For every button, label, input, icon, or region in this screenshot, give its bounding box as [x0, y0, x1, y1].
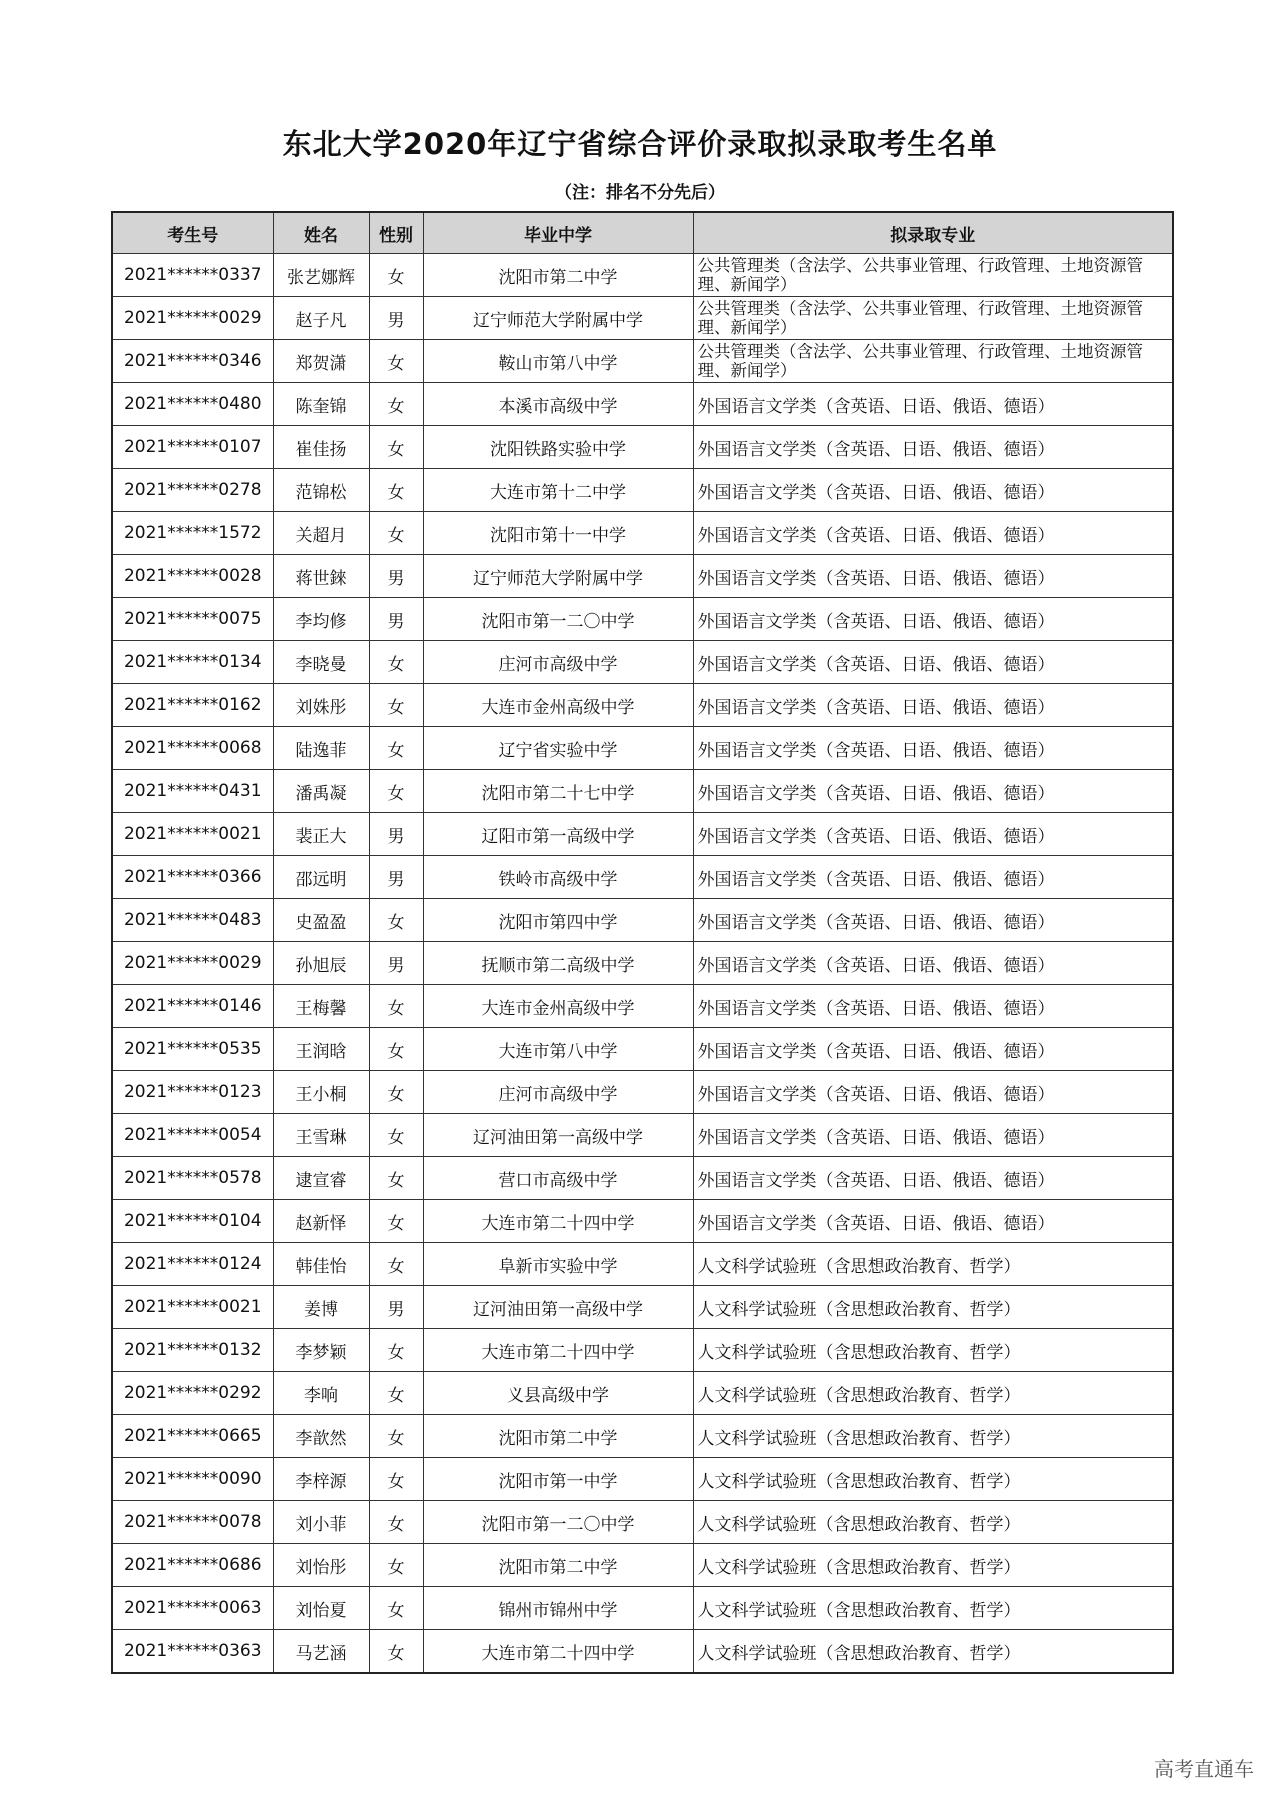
table-row	[112, 1458, 1173, 1501]
table-row	[112, 942, 1173, 985]
table-row	[112, 383, 1173, 426]
table-row	[112, 1630, 1173, 1674]
major-cell: 外国语言文学类（含英语、日语、俄语、德语）	[693, 727, 1173, 770]
school-cell: 大连市第二十四中学	[423, 1630, 693, 1674]
student-name-cell: 李响	[273, 1372, 369, 1415]
school-cell: 大连市金州高级中学	[423, 684, 693, 727]
exam-id-cell: 2021******0337	[112, 254, 273, 297]
student-name-cell: 韩佳怡	[273, 1243, 369, 1286]
school-cell: 义县高级中学	[423, 1372, 693, 1415]
school-cell: 本溪市高级中学	[423, 383, 693, 426]
table-row	[112, 1200, 1173, 1243]
major-cell: 外国语言文学类（含英语、日语、俄语、德语）	[693, 770, 1173, 813]
school-cell: 庄河市高级中学	[423, 1071, 693, 1114]
gender-cell: 女	[369, 1587, 423, 1630]
table-row	[112, 1286, 1173, 1329]
exam-id-cell: 2021******0021	[112, 1286, 273, 1329]
table-row	[112, 813, 1173, 856]
major-cell: 公共管理类（含法学、公共事业管理、行政管理、土地资源管理、新闻学）	[693, 254, 1173, 297]
gender-cell: 女	[369, 1071, 423, 1114]
gender-cell: 女	[369, 770, 423, 813]
major-cell: 外国语言文学类（含英语、日语、俄语、德语）	[693, 598, 1173, 641]
exam-id-cell: 2021******0078	[112, 1501, 273, 1544]
school-cell: 大连市金州高级中学	[423, 985, 693, 1028]
major-cell: 人文科学试验班（含思想政治教育、哲学）	[693, 1372, 1173, 1415]
major-cell: 人文科学试验班（含思想政治教育、哲学）	[693, 1544, 1173, 1587]
gender-cell: 女	[369, 426, 423, 469]
student-name-cell: 马艺涵	[273, 1630, 369, 1674]
exam-id-cell: 2021******0162	[112, 684, 273, 727]
student-name-cell: 陆逸菲	[273, 727, 369, 770]
student-name-cell: 李梦颖	[273, 1329, 369, 1372]
gender-cell: 女	[369, 684, 423, 727]
table-row	[112, 297, 1173, 340]
major-cell: 外国语言文学类（含英语、日语、俄语、德语）	[693, 512, 1173, 555]
school-cell: 沈阳市第十一中学	[423, 512, 693, 555]
school-cell: 辽河油田第一高级中学	[423, 1114, 693, 1157]
student-name-cell: 王小桐	[273, 1071, 369, 1114]
gender-cell: 女	[369, 512, 423, 555]
exam-id-cell: 2021******0021	[112, 813, 273, 856]
school-cell: 铁岭市高级中学	[423, 856, 693, 899]
major-cell: 人文科学试验班（含思想政治教育、哲学）	[693, 1286, 1173, 1329]
ranking-note: （注：排名不分先后）	[555, 183, 725, 203]
major-cell: 外国语言文学类（含英语、日语、俄语、德语）	[693, 469, 1173, 512]
school-cell: 大连市第八中学	[423, 1028, 693, 1071]
exam-id-cell: 2021******0134	[112, 641, 273, 684]
table-row	[112, 1157, 1173, 1200]
exam-id-cell: 2021******0578	[112, 1157, 273, 1200]
gender-cell: 男	[369, 1286, 423, 1329]
major-cell: 外国语言文学类（含英语、日语、俄语、德语）	[693, 899, 1173, 942]
gender-cell: 女	[369, 899, 423, 942]
major-cell: 外国语言文学类（含英语、日语、俄语、德语）	[693, 1028, 1173, 1071]
student-name-cell: 李均修	[273, 598, 369, 641]
major-cell: 外国语言文学类（含英语、日语、俄语、德语）	[693, 641, 1173, 684]
gender-cell: 女	[369, 1501, 423, 1544]
student-name-cell: 逮宣睿	[273, 1157, 369, 1200]
major-cell: 人文科学试验班（含思想政治教育、哲学）	[693, 1243, 1173, 1286]
exam-id-cell: 2021******0346	[112, 340, 273, 383]
student-name-cell: 赵子凡	[273, 297, 369, 340]
exam-id-cell: 2021******0535	[112, 1028, 273, 1071]
exam-id-cell: 2021******0054	[112, 1114, 273, 1157]
student-name-cell: 郑贺潇	[273, 340, 369, 383]
student-name-cell: 李梓源	[273, 1458, 369, 1501]
student-name-cell: 赵新怿	[273, 1200, 369, 1243]
student-name-cell: 张艺娜辉	[273, 254, 369, 297]
gender-cell: 男	[369, 598, 423, 641]
exam-id-cell: 2021******0068	[112, 727, 273, 770]
gender-cell: 女	[369, 1544, 423, 1587]
student-name-cell: 王雪琳	[273, 1114, 369, 1157]
exam-id-cell: 2021******0063	[112, 1587, 273, 1630]
exam-id-cell: 2021******0366	[112, 856, 273, 899]
student-name-cell: 陈奎锦	[273, 383, 369, 426]
table-row	[112, 727, 1173, 770]
table-row	[112, 641, 1173, 684]
exam-id-cell: 2021******0686	[112, 1544, 273, 1587]
major-cell: 人文科学试验班（含思想政治教育、哲学）	[693, 1587, 1173, 1630]
gender-cell: 女	[369, 1200, 423, 1243]
gender-cell: 女	[369, 469, 423, 512]
major-cell: 外国语言文学类（含英语、日语、俄语、德语）	[693, 985, 1173, 1028]
school-cell: 沈阳市第一二〇中学	[423, 598, 693, 641]
student-name-cell: 蒋世錸	[273, 555, 369, 598]
exam-id-cell: 2021******0124	[112, 1243, 273, 1286]
major-cell: 外国语言文学类（含英语、日语、俄语、德语）	[693, 942, 1173, 985]
exam-id-cell: 2021******0665	[112, 1415, 273, 1458]
major-cell: 外国语言文学类（含英语、日语、俄语、德语）	[693, 856, 1173, 899]
exam-id-cell: 2021******0123	[112, 1071, 273, 1114]
school-cell: 沈阳市第二中学	[423, 254, 693, 297]
student-name-cell: 王润晗	[273, 1028, 369, 1071]
student-name-cell: 范锦松	[273, 469, 369, 512]
student-name-cell: 潘禹凝	[273, 770, 369, 813]
header-name: 姓名	[273, 212, 369, 254]
exam-id-cell: 2021******0363	[112, 1630, 273, 1674]
exam-id-cell: 2021******0107	[112, 426, 273, 469]
table-header-row	[112, 212, 1173, 254]
gender-cell: 男	[369, 297, 423, 340]
student-name-cell: 姜博	[273, 1286, 369, 1329]
major-cell: 人文科学试验班（含思想政治教育、哲学）	[693, 1501, 1173, 1544]
gender-cell: 男	[369, 555, 423, 598]
gender-cell: 女	[369, 1458, 423, 1501]
school-cell: 锦州市锦州中学	[423, 1587, 693, 1630]
exam-id-cell: 2021******0132	[112, 1329, 273, 1372]
school-cell: 辽阳市第一高级中学	[423, 813, 693, 856]
school-cell: 沈阳市第一中学	[423, 1458, 693, 1501]
gender-cell: 女	[369, 985, 423, 1028]
student-name-cell: 刘怡夏	[273, 1587, 369, 1630]
table-row	[112, 254, 1173, 297]
table-row	[112, 1028, 1173, 1071]
school-cell: 抚顺市第二高级中学	[423, 942, 693, 985]
school-cell: 大连市第二十四中学	[423, 1200, 693, 1243]
school-cell: 大连市第二十四中学	[423, 1329, 693, 1372]
student-name-cell: 邵远明	[273, 856, 369, 899]
table-row	[112, 1415, 1173, 1458]
major-cell: 人文科学试验班（含思想政治教育、哲学）	[693, 1329, 1173, 1372]
school-cell: 庄河市高级中学	[423, 641, 693, 684]
table-row	[112, 512, 1173, 555]
table-row	[112, 555, 1173, 598]
gender-cell: 男	[369, 856, 423, 899]
exam-id-cell: 2021******0483	[112, 899, 273, 942]
gender-cell: 女	[369, 254, 423, 297]
gender-cell: 男	[369, 942, 423, 985]
student-name-cell: 李晓曼	[273, 641, 369, 684]
admission-table	[111, 211, 1174, 1674]
exam-id-cell: 2021******0278	[112, 469, 273, 512]
student-name-cell: 裴正大	[273, 813, 369, 856]
table-row	[112, 1544, 1173, 1587]
school-cell: 沈阳市第一二〇中学	[423, 1501, 693, 1544]
school-cell: 大连市第十二中学	[423, 469, 693, 512]
exam-id-cell: 2021******0029	[112, 297, 273, 340]
major-cell: 外国语言文学类（含英语、日语、俄语、德语）	[693, 1071, 1173, 1114]
school-cell: 鞍山市第八中学	[423, 340, 693, 383]
table-row	[112, 1114, 1173, 1157]
header-major: 拟录取专业	[693, 212, 1173, 254]
header-school: 毕业中学	[423, 212, 693, 254]
major-cell: 外国语言文学类（含英语、日语、俄语、德语）	[693, 426, 1173, 469]
gender-cell: 女	[369, 1157, 423, 1200]
major-cell: 人文科学试验班（含思想政治教育、哲学）	[693, 1458, 1173, 1501]
table-row	[112, 770, 1173, 813]
student-name-cell: 刘小菲	[273, 1501, 369, 1544]
student-name-cell: 刘姝彤	[273, 684, 369, 727]
exam-id-cell: 2021******0090	[112, 1458, 273, 1501]
exam-id-cell: 2021******0075	[112, 598, 273, 641]
exam-id-cell: 2021******1572	[112, 512, 273, 555]
school-cell: 辽河油田第一高级中学	[423, 1286, 693, 1329]
gender-cell: 女	[369, 340, 423, 383]
student-name-cell: 李歆然	[273, 1415, 369, 1458]
gender-cell: 女	[369, 1114, 423, 1157]
table-row	[112, 856, 1173, 899]
gender-cell: 女	[369, 641, 423, 684]
major-cell: 外国语言文学类（含英语、日语、俄语、德语）	[693, 813, 1173, 856]
major-cell: 公共管理类（含法学、公共事业管理、行政管理、土地资源管理、新闻学）	[693, 297, 1173, 340]
gender-cell: 男	[369, 813, 423, 856]
exam-id-cell: 2021******0104	[112, 1200, 273, 1243]
school-cell: 辽宁师范大学附属中学	[423, 297, 693, 340]
school-cell: 营口市高级中学	[423, 1157, 693, 1200]
gender-cell: 女	[369, 1630, 423, 1674]
table-row	[112, 684, 1173, 727]
student-name-cell: 崔佳扬	[273, 426, 369, 469]
exam-id-cell: 2021******0028	[112, 555, 273, 598]
table-row	[112, 899, 1173, 942]
table-row	[112, 598, 1173, 641]
table-row	[112, 469, 1173, 512]
table-row	[112, 1587, 1173, 1630]
header-gender: 性别	[369, 212, 423, 254]
major-cell: 人文科学试验班（含思想政治教育、哲学）	[693, 1630, 1173, 1674]
major-cell: 外国语言文学类（含英语、日语、俄语、德语）	[693, 1200, 1173, 1243]
table-row	[112, 1243, 1173, 1286]
exam-id-cell: 2021******0292	[112, 1372, 273, 1415]
gender-cell: 女	[369, 1415, 423, 1458]
gender-cell: 女	[369, 727, 423, 770]
table-row	[112, 985, 1173, 1028]
major-cell: 外国语言文学类（含英语、日语、俄语、德语）	[693, 1114, 1173, 1157]
student-name-cell: 王梅馨	[273, 985, 369, 1028]
major-cell: 外国语言文学类（含英语、日语、俄语、德语）	[693, 555, 1173, 598]
table-row	[112, 426, 1173, 469]
table-body	[112, 254, 1173, 1674]
gender-cell: 女	[369, 1329, 423, 1372]
table-row	[112, 1372, 1173, 1415]
school-cell: 沈阳市第二中学	[423, 1544, 693, 1587]
student-name-cell: 孙旭辰	[273, 942, 369, 985]
student-name-cell: 刘怡彤	[273, 1544, 369, 1587]
exam-id-cell: 2021******0029	[112, 942, 273, 985]
major-cell: 公共管理类（含法学、公共事业管理、行政管理、土地资源管理、新闻学）	[693, 340, 1173, 383]
school-cell: 沈阳铁路实验中学	[423, 426, 693, 469]
school-cell: 沈阳市第四中学	[423, 899, 693, 942]
gender-cell: 女	[369, 1372, 423, 1415]
school-cell: 沈阳市第二中学	[423, 1415, 693, 1458]
table-row	[112, 1329, 1173, 1372]
page-title: 东北大学2020年辽宁省综合评价录取拟录取考生名单	[282, 127, 998, 161]
exam-id-cell: 2021******0146	[112, 985, 273, 1028]
header-exam-id: 考生号	[112, 212, 273, 254]
school-cell: 辽宁省实验中学	[423, 727, 693, 770]
gender-cell: 女	[369, 1243, 423, 1286]
major-cell: 人文科学试验班（含思想政治教育、哲学）	[693, 1415, 1173, 1458]
gender-cell: 女	[369, 1028, 423, 1071]
school-cell: 辽宁师范大学附属中学	[423, 555, 693, 598]
table-row	[112, 340, 1173, 383]
school-cell: 阜新市实验中学	[423, 1243, 693, 1286]
exam-id-cell: 2021******0480	[112, 383, 273, 426]
student-name-cell: 史盈盈	[273, 899, 369, 942]
major-cell: 外国语言文学类（含英语、日语、俄语、德语）	[693, 383, 1173, 426]
table-row	[112, 1501, 1173, 1544]
major-cell: 外国语言文学类（含英语、日语、俄语、德语）	[693, 1157, 1173, 1200]
gender-cell: 女	[369, 383, 423, 426]
school-cell: 沈阳市第二十七中学	[423, 770, 693, 813]
watermark: 高考直通车	[1154, 1757, 1254, 1781]
major-cell: 外国语言文学类（含英语、日语、俄语、德语）	[693, 684, 1173, 727]
table-row	[112, 1071, 1173, 1114]
student-name-cell: 关超月	[273, 512, 369, 555]
exam-id-cell: 2021******0431	[112, 770, 273, 813]
